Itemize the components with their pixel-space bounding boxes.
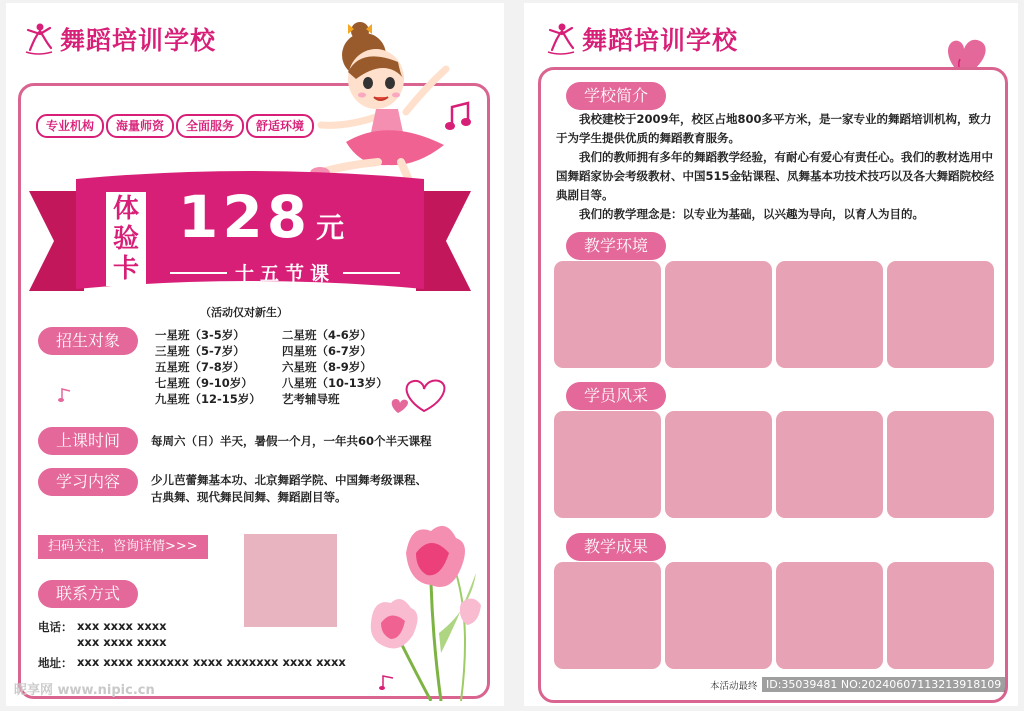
tag-professional: 专业机构 — [36, 114, 104, 138]
results-photo-3[interactable] — [776, 562, 883, 669]
price-unit: 元 — [316, 211, 345, 244]
class-item: 艺考辅导班 — [282, 392, 340, 406]
results-photo-4[interactable] — [887, 562, 994, 669]
experience-card-label — [106, 192, 146, 286]
qr-prompt: 扫码关注，咨询详情>>> — [38, 535, 208, 559]
music-note-icon — [444, 99, 474, 133]
intro-paragraph-1: 我校建校于2009年，校区占地800多平方米，是一家专业的舞蹈培训机构，致力于为学生提供优质的舞蹈教育服务。 — [556, 112, 992, 145]
new-students-note: （活动仅对新生） — [200, 306, 288, 319]
watermark: 昵享网 www.nipic.cn — [14, 683, 155, 698]
dancer-logo-icon — [24, 22, 54, 56]
class-item: 九星班（12-15岁） — [155, 392, 261, 406]
right-header — [546, 21, 738, 57]
qr-code-placeholder[interactable] — [244, 534, 337, 627]
enroll-label: 招生对象 — [38, 327, 138, 355]
address-text: xxx xxxx xxxxxxx xxxx xxxxxxx xxxx xxxx — [77, 655, 346, 669]
address-label: 地址： — [38, 656, 73, 670]
lessons-count: 十五节课 — [235, 263, 336, 285]
class-item: 四星班（6-7岁） — [282, 344, 372, 358]
environment-photo-1[interactable] — [554, 261, 661, 368]
results-label: 教学成果 — [566, 533, 666, 561]
intro-paragraph-3: 我们的教学理念是：以专业为基础，以兴趣为导向，以育人为目的。 — [579, 207, 924, 221]
school-name: 舞蹈培训学校 — [582, 26, 739, 55]
students-photo-2[interactable] — [665, 411, 772, 518]
left-header — [24, 21, 216, 57]
class-item: 六星班（8-9岁） — [282, 360, 372, 374]
environment-label: 教学环境 — [566, 232, 666, 260]
environment-photo-2[interactable] — [665, 261, 772, 368]
small-note-icon — [378, 673, 396, 691]
tag-teachers: 海量师资 — [106, 114, 174, 138]
class-item: 三星班（5-7岁） — [155, 344, 245, 358]
tag-environment: 舒适环境 — [246, 114, 314, 138]
schedule-label: 上课时间 — [38, 427, 138, 455]
results-photo-2[interactable] — [665, 562, 772, 669]
phone-label: 电话： — [38, 620, 73, 634]
class-item: 五星班（7-8岁） — [155, 360, 245, 374]
card-label-char-3: 卡 — [112, 254, 139, 284]
intro-paragraph-2: 我们的教师拥有多年的舞蹈教学经验，有耐心有爱心有责任心。我们的教材选用中国舞蹈家协会考级教材、中国515金钻课程、凤舞基本功技术技巧以及各大舞蹈院校经典剧目等。 — [556, 150, 995, 202]
students-photo-3[interactable] — [776, 411, 883, 518]
class-item: 一星班（3-5岁） — [155, 328, 245, 342]
students-label: 学员风采 — [566, 382, 666, 410]
heart-doodle-icon — [384, 371, 454, 419]
school-name: 舞蹈培训学校 — [60, 26, 217, 55]
tag-service: 全面服务 — [176, 114, 244, 138]
class-item: 二星班（4-6岁） — [282, 328, 372, 342]
footer-note: 本活动最终 — [710, 681, 758, 692]
content-label: 学习内容 — [38, 468, 138, 496]
content-line-2: 古典舞、现代舞民间舞、舞蹈剧目等。 — [151, 490, 347, 504]
card-label-char-2: 验 — [112, 224, 139, 254]
dancer-logo-icon — [546, 22, 576, 56]
content-line-1: 少儿芭蕾舞基本功、北京舞蹈学院、中国舞考级课程、 — [151, 473, 427, 487]
lessons-divider-right — [343, 272, 400, 274]
results-photo-1[interactable] — [554, 562, 661, 669]
lessons-line — [170, 259, 400, 286]
right-flyer-page — [524, 3, 1018, 706]
class-item: 七星班（9-10岁） — [155, 376, 253, 390]
environment-photo-4[interactable] — [887, 261, 994, 368]
price — [178, 183, 344, 251]
schedule-text: 每周六（日）半天，暑假一个月，一年共60个半天课程 — [151, 434, 432, 448]
lessons-divider-left — [170, 272, 227, 274]
phone-number-1: xxx xxxx xxxx — [77, 619, 167, 633]
students-photo-4[interactable] — [887, 411, 994, 518]
phone-number-2: xxx xxxx xxxx — [77, 635, 167, 649]
price-number: 128 — [178, 183, 312, 251]
card-label-char-1: 体 — [112, 194, 139, 224]
environment-photo-3[interactable] — [776, 261, 883, 368]
contact-label: 联系方式 — [38, 580, 138, 608]
class-item: 八星班（10-13岁） — [282, 376, 388, 390]
students-photo-1[interactable] — [554, 411, 661, 518]
small-note-icon — [58, 387, 72, 403]
intro-label: 学校简介 — [566, 82, 666, 110]
left-flyer-page — [6, 3, 504, 706]
footer-id-watermark: ID:35039481 NO:20240607113213918109 — [762, 677, 1005, 692]
